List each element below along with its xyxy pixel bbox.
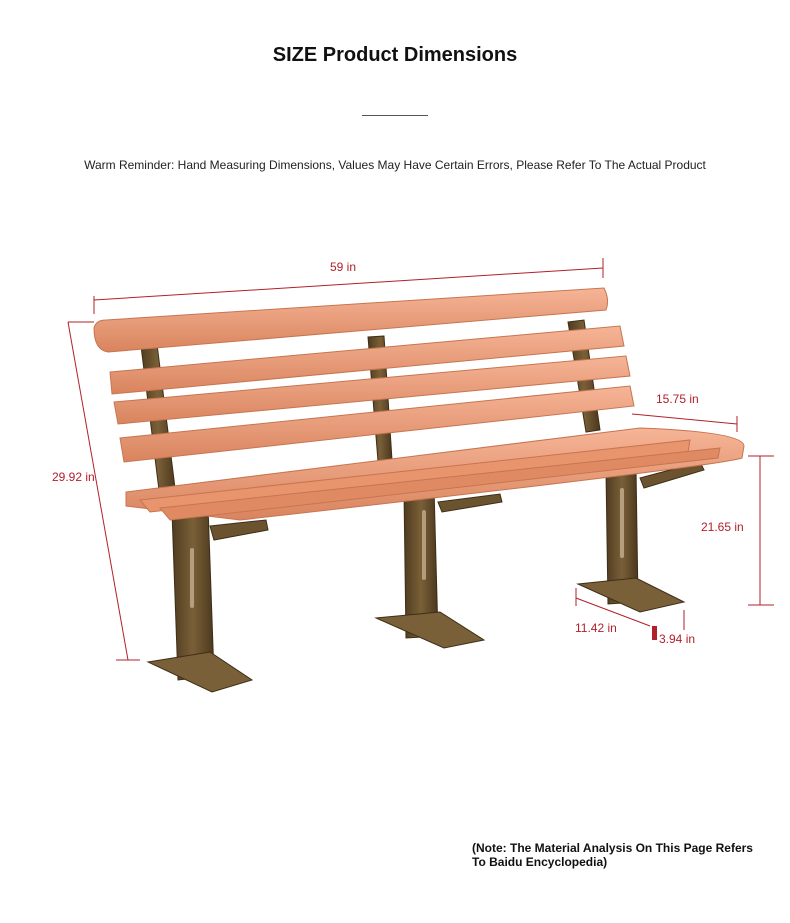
dimension-foot-width-label: 3.94 in <box>659 632 696 646</box>
dimension-foot-length-label: 11.42 in <box>575 621 617 635</box>
dimension-depth-label: 15.75 in <box>656 392 699 406</box>
dimension-height-label: 29.92 in <box>52 470 95 484</box>
material-note <box>472 841 772 869</box>
warm-reminder-text: Warm Reminder: Hand Measuring Dimensions, Values May Have Certain Errors, Please Refer To The Actual Product <box>84 158 706 172</box>
dimension-length-label: 59 in <box>330 260 357 274</box>
dimension-seat-height-label: 21.65 in <box>701 520 744 534</box>
foot-width-marker <box>652 626 657 640</box>
material-note-line2: To Baidu Encyclopedia) <box>472 855 608 869</box>
page-title: SIZE Product Dimensions <box>272 44 518 66</box>
material-note-line1: (Note: The Material Analysis On This Page Refers <box>472 841 753 855</box>
backrest-slats <box>94 288 634 462</box>
